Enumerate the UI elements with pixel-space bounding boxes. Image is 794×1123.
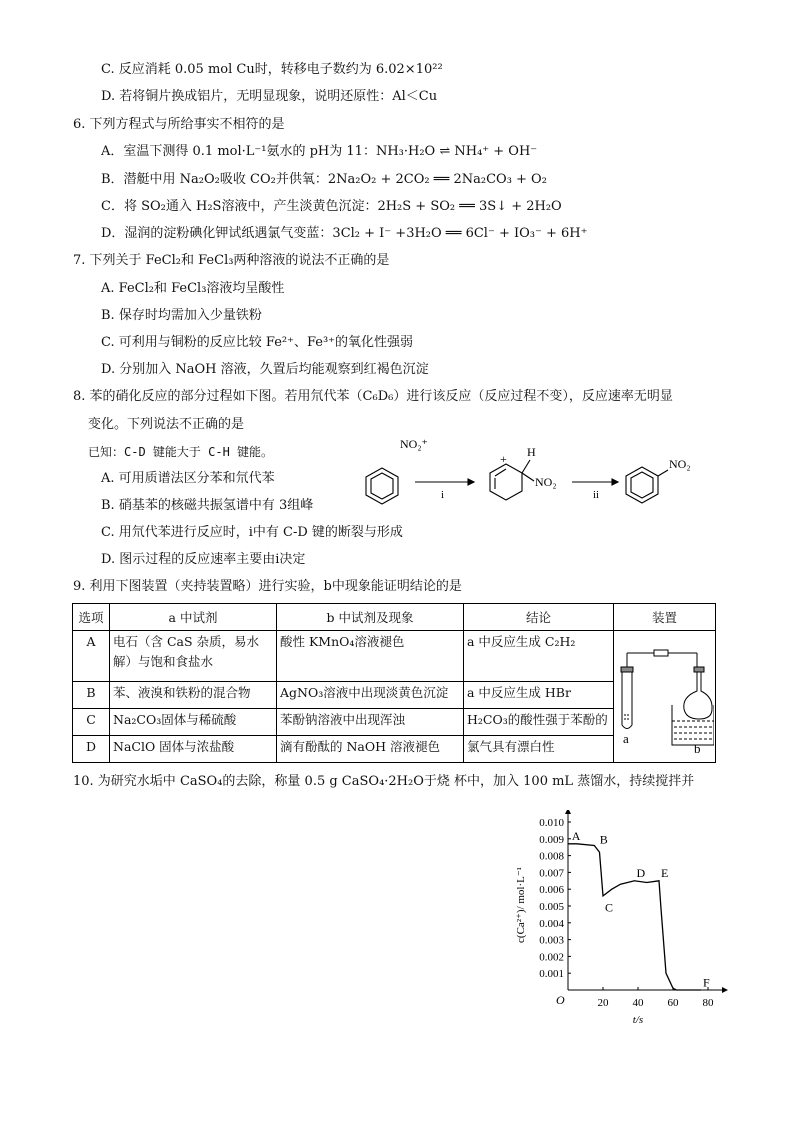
q8-option-b: B. 硝基苯的核磁共振氢谱中有 3组峰 — [101, 498, 314, 513]
nitration-diagram — [350, 432, 710, 517]
row-option: B — [73, 681, 110, 708]
y-tick-label: 0.002 — [539, 951, 564, 964]
q6-option-c: C．将 SO₂通入 H₂S溶液中，产生淡黄色沉淀：2H₂S + SO₂ ══ 3S↓ + 2H₂O — [101, 199, 562, 214]
q7-option-c: C. 可利用与铜粉的反应比较 Fe²⁺、Fe³⁺的氧化性强弱 — [101, 335, 414, 350]
y-tick-label: 0.007 — [539, 867, 564, 880]
table-header — [73, 604, 716, 631]
q8-option-a: A. 可用质谱法区分苯和氘代苯 — [101, 471, 275, 486]
y-tick-label: 0.008 — [539, 850, 564, 863]
apparatus-diagram — [614, 631, 714, 756]
q10-stem: 10. 为研究水垢中 CaSO₄的去除，称量 0.5 g CaSO₄·2H₂O于烧 杯中，加入 100 mL 蒸馏水，持续搅拌并 — [73, 774, 695, 789]
concentration-curve — [568, 844, 701, 990]
y-tick-label: 0.010 — [539, 817, 564, 829]
x-tick-label: 40 — [632, 997, 644, 1009]
row-option: D — [73, 735, 110, 762]
row-b-reagent: 苯酚钠溶液中出现浑浊 — [277, 708, 464, 735]
reagent-label: NO₂⁺ — [400, 437, 428, 451]
header-option: 选项 — [73, 604, 110, 631]
row-a-reagent — [110, 631, 277, 682]
no2-mid-label: NO₂ — [535, 475, 557, 489]
row-conclusion: H₂CO₃的酸性强于苯酚的 — [464, 708, 614, 735]
row-a-reagent: 苯、液溴和铁粉的混合物 — [110, 681, 277, 708]
q7-option-d: D. 分别加入 NaOH 溶液，久置后均能观察到红褐色沉淀 — [101, 362, 429, 377]
q7-option-a: A. FeCl₂和 FeCl₃溶液均呈酸性 — [101, 281, 285, 296]
x-axis-label: t/s — [632, 1014, 644, 1025]
y-tick-label: 0.001 — [539, 968, 564, 981]
h-label: H — [527, 445, 536, 459]
apparatus-cell — [614, 631, 716, 763]
row-b-reagent: 酸性 KMnO₄溶液褪色 — [277, 631, 464, 682]
origin-label: O — [556, 993, 565, 1007]
q9-stem: 9. 利用下图装置（夹持装置略）进行实验，b中现象能证明结论的是 — [73, 579, 462, 594]
q6-option-a: A．室温下测得 0.1 mol·L⁻¹氨水的 pH为 11：NH₃·H₂O ⇌ NH₄⁺ + OH⁻ — [101, 144, 538, 159]
row-a-reagent: Na₂CO₃固体与稀硫酸 — [110, 708, 277, 735]
apparatus-a-label: a — [623, 731, 629, 746]
header-a: a 中试剂 — [110, 604, 277, 631]
point-label-a: A — [571, 829, 581, 844]
apparatus-b-label: b — [694, 741, 701, 756]
point-label-d: D — [636, 866, 646, 881]
x-axis-arrow — [722, 987, 728, 993]
row-conclusion: a 中反应生成 HBr — [464, 681, 614, 708]
q5-option-d: D. 若将铜片换成铝片，无明显现象，说明还原性：Al＜Cu — [101, 89, 438, 104]
row-option: A — [73, 631, 110, 682]
q9-table — [72, 603, 716, 763]
point-label-c: C — [605, 900, 614, 915]
y-axis-label: c(Ca²⁺)/ mol·L⁻¹ — [515, 867, 527, 943]
header-conclusion: 结论 — [464, 604, 614, 631]
x-tick-label: 60 — [667, 997, 679, 1009]
q8-option-c: C. 用氘代苯进行反应时，ⅰ中有 C-D 键的断裂与形成 — [101, 525, 403, 540]
row-b-reagent: AgNO₃溶液中出现淡黄色沉淀 — [277, 681, 464, 708]
row-option: C — [73, 708, 110, 735]
row-conclusion: 氯气具有漂白性 — [464, 735, 614, 762]
point-label-e: E — [661, 866, 669, 881]
row-a-reagent: NaClO 固体与浓盐酸 — [110, 735, 277, 762]
y-tick-label: 0.005 — [539, 901, 564, 913]
q8-stem: 8. 苯的硝化反应的部分过程如下图。若用氘代苯（C₆D₆）进行该反应（反应过程不变），反应速率无明显 — [73, 389, 673, 404]
q7-stem: 7. 下列关于 FeCl₂和 FeCl₃两种溶液的说法不正确的是 — [73, 253, 390, 268]
q8-stem-cont: 变化。下列说法不正确的是 — [88, 417, 245, 432]
q6-option-b: B．潜艇中用 Na₂O₂吸收 CO₂并供氧：2Na₂O₂ + 2CO₂ ══ 2Na₂CO₃ + O₂ — [101, 172, 547, 187]
header-apparatus: 装置 — [614, 604, 716, 631]
q7-option-b: B. 保存时均需加入少量铁粉 — [101, 308, 262, 323]
q5-option-c: C. 反应消耗 0.05 mol Cu时，转移电子数约为 6.02×10²² — [101, 62, 443, 77]
y-axis-arrow — [565, 810, 571, 814]
point-label-f: F — [703, 975, 710, 990]
point-label-b: B — [599, 832, 608, 847]
x-tick-label: 80 — [702, 997, 714, 1009]
x-tick-label: 20 — [597, 997, 609, 1009]
header-b: b 中试剂及现象 — [277, 604, 464, 631]
y-tick-label: 0.009 — [539, 833, 564, 846]
q6-stem: 6. 下列方程式与所给事实不相符的是 — [73, 117, 285, 132]
row-conclusion: a 中反应生成 C₂H₂ — [464, 631, 614, 682]
step-ii-label: ii — [593, 489, 600, 501]
no2-end-label: NO₂ — [669, 457, 691, 471]
y-tick-label: 0.004 — [539, 917, 564, 930]
step-i-label: i — [441, 489, 445, 501]
row-a-reagent-line1: 电石（含 CaS 杂质，易水 — [113, 634, 260, 649]
q8-option-d: D. 图示过程的反应速率主要由ⅰ决定 — [101, 552, 306, 567]
q8-note: 已知：C-D 键能大于 C-H 键能。 — [88, 445, 274, 459]
y-tick-label: 0.003 — [539, 934, 564, 947]
calcium-concentration-chart — [510, 810, 730, 1025]
row-a-reagent-line2: 解）与饱和食盐水 — [113, 654, 214, 669]
row-b-reagent: 滴有酚酞的 NaOH 溶液褪色 — [277, 735, 464, 762]
plus-label: + — [500, 452, 507, 466]
y-tick-label: 0.006 — [539, 884, 564, 897]
table-row — [73, 631, 716, 682]
q6-option-d: D．湿润的淀粉碘化钾试纸遇氯气变蓝：3Cl₂ + I⁻ +3H₂O ══ 6Cl⁻ + IO₃⁻ + 6H⁺ — [101, 226, 588, 241]
